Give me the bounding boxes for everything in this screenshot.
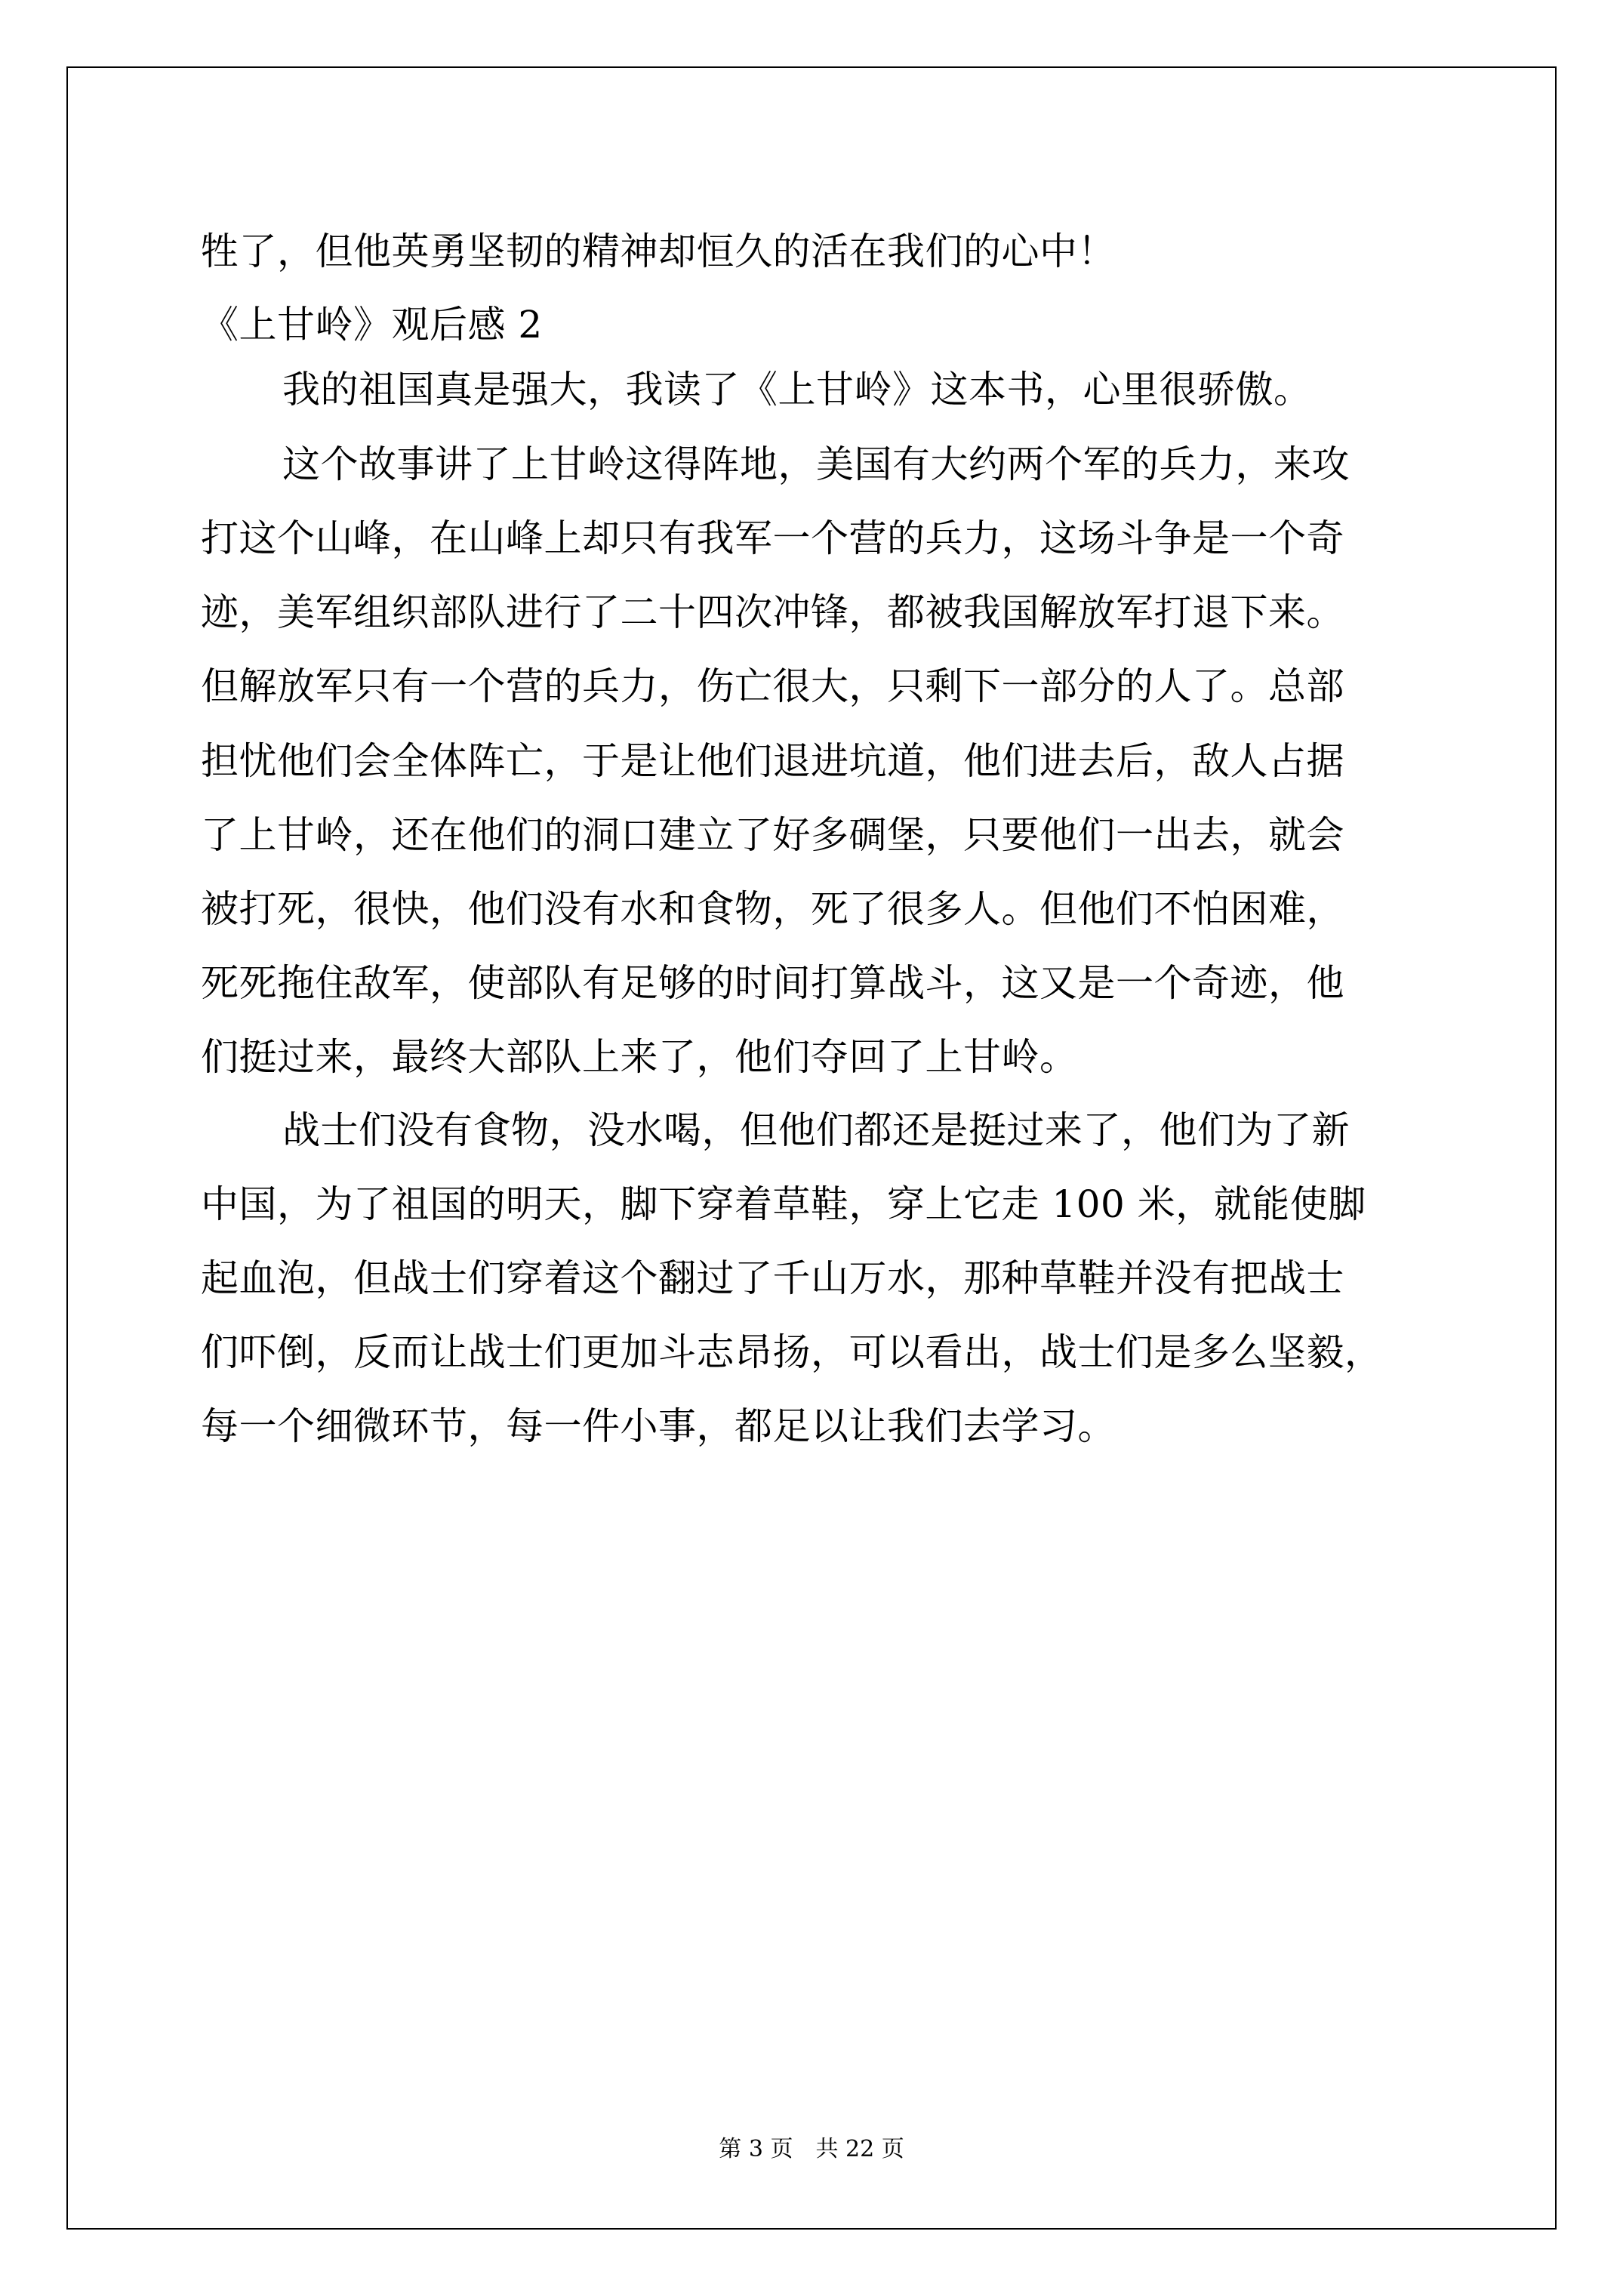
text-line: 打这个山峰，在山峰上却只有我军一个营的兵力，这场斗争是一个奇 — [201, 516, 1344, 560]
text-line: 起血泡，但战士们穿着这个翻过了千山万水，那种草鞋并没有把战士 — [201, 1256, 1344, 1300]
text-line: 中国，为了祖国的明天，脚下穿着草鞋，穿上它走 100 米，就能使脚 — [201, 1182, 1366, 1226]
text-line: 每一个细微环节，每一件小事，都足以让我们去学习。 — [201, 1404, 1116, 1448]
section-title: 《上甘岭》观后感 2 — [201, 303, 543, 347]
page-footer: 第 3 页 共 22 页 — [719, 2136, 904, 2162]
paragraph-first-line: 战士们没有食物，没水喝，但他们都还是挺过来了，他们为了新 — [282, 1108, 1350, 1152]
text-line: 牲了，但他英勇坚韧的精神却恒久的活在我们的心中！ — [201, 230, 1116, 273]
text-line: 被打死，很快，他们没有水和食物，死了很多人。但他们不怕困难， — [201, 887, 1344, 931]
text-line: 了上甘岭，还在他们的洞口建立了好多碉堡，只要他们一出去，就会 — [201, 813, 1344, 857]
paragraph-first-line: 这个故事讲了上甘岭这得阵地，美国有大约两个军的兵力，来攻 — [282, 442, 1350, 486]
paragraph-first-line: 我的祖国真是强大，我读了《上甘岭》这本书，心里很骄傲。 — [282, 368, 1312, 411]
text-line: 们吓倒，反而让战士们更加斗志昂扬，可以看出，战士们是多么坚毅， — [201, 1330, 1383, 1374]
text-line: 迹，美军组织部队进行了二十四次冲锋，都被我国解放军打退下来。 — [201, 590, 1344, 634]
text-line: 担忧他们会全体阵亡，于是让他们退进坑道，他们进去后，敌人占据 — [201, 739, 1344, 783]
text-line: 但解放军只有一个营的兵力，伤亡很大，只剩下一部分的人了。总部 — [201, 664, 1344, 708]
text-line: 们挺过来，最终大部队上来了，他们夺回了上甘岭。 — [201, 1035, 1078, 1079]
text-line: 死死拖住敌军，使部队有足够的时间打算战斗，这又是一个奇迹，他 — [201, 961, 1344, 1005]
